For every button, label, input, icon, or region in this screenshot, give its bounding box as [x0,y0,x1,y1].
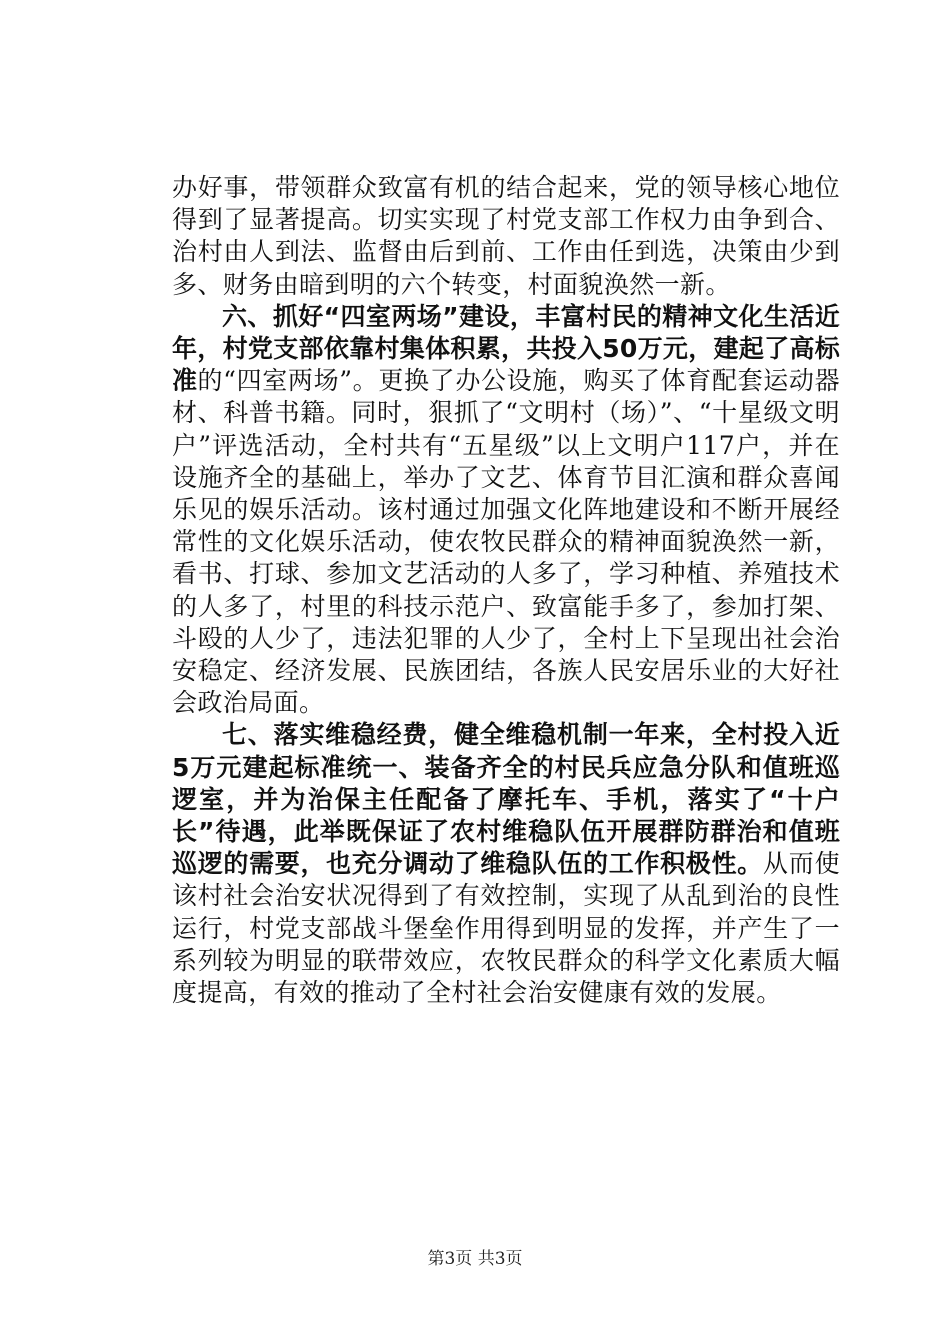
document-body [172,172,840,1009]
paragraph-section-six [172,301,840,720]
section-six-body-text: 的“四室两场”。更换了办公设施，购买了体育配套运动器材、科普书籍。同时，狠抓了“文明村（场）”、“十星级文明户”评选活动，全村共有“五星级”以上文明户117户，并在设施齐全的基础上，举办了文艺、体育节目汇演和群众喜闻乐见的娱乐活动。该村通过加强文化阵地建设和不断开展经常性的文化娱乐活动，使农牧民群众的精神面貌涣然一新，看书、打球、参加文艺活动的人多了，学习种植、养殖技术的人多了，村里的科技示范户、致富能手多了，参加打架、斗殴的人少了，违法犯罪的人少了，全村上下呈现出社会治安稳定、经济发展、民族团结，各族人民安居乐业的大好社会政治局面。 [172,366,840,718]
page-number-footer: 第3页 共3页 [427,1249,523,1269]
section-seven-bold-text: 七、落实维稳经费，健全维稳机制一年来，全村投入近5万元建起标准统一、装备齐全的村民兵应急分队和值班巡逻室，并为治保主任配备了摩托车、手机，落实了“十户长”待遇，此举既保证了农村维稳队伍开展群防群治和值班巡逻的需要，也充分调动了维稳队伍的工作积极性。 [172,720,840,879]
section-seven-body-text: 从而使该村社会治安状况得到了有效控制，实现了从乱到治的良性运行，村党支部战斗堡垒作用得到明显的发挥，并产生了一系列较为明显的联带效应，农牧民群众的科学文化素质大幅度提高，有效的推动了全村社会治安健康有效的发展。 [172,849,841,1008]
paragraph-section-seven [172,719,840,1009]
paragraph-continuation: 办好事，带领群众致富有机的结合起来，党的领导核心地位得到了显著提高。切实实现了村党支部工作权力由争到合、治村由人到法、监督由后到前、工作由任到选，决策由少到多、财务由暗到明的六个转变，村面貌涣然一新。 [172,173,840,299]
section-six-bold-text: 六、抓好“四室两场”建设，丰富村民的精神文化生活近年，村党支部依靠村集体积累，共投入50万元，建起了高标准 [172,301,840,396]
